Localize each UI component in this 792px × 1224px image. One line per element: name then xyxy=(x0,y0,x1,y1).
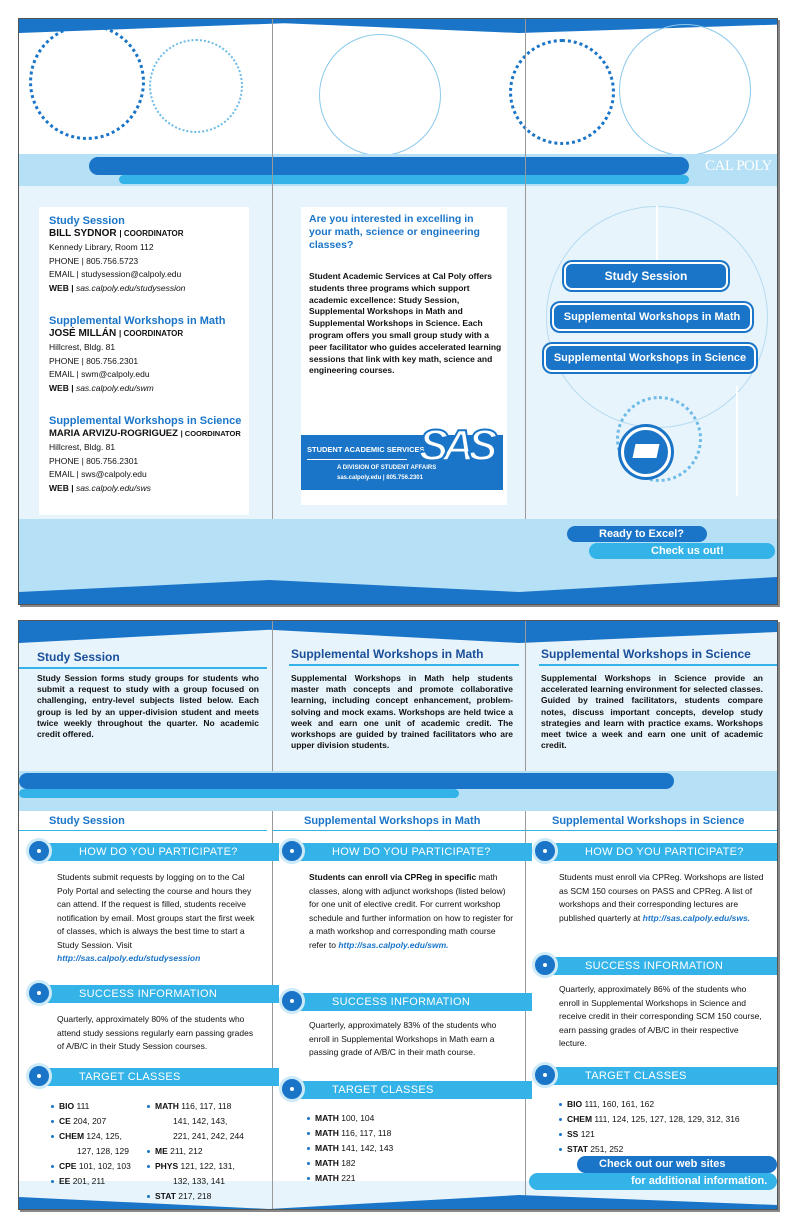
top-edge xyxy=(19,621,777,643)
coordinator-role: | COORDINATOR xyxy=(119,229,184,238)
brochure-outside xyxy=(18,18,778,605)
class-item xyxy=(51,1129,161,1144)
location: Kennedy Library, Room 112 xyxy=(49,242,154,252)
target-icon xyxy=(26,838,52,864)
overview-body: Supplemental Workshops in Science provide an accelerated learning environment for selected classes. Guided by trained facilitators, students compare notes, discuss important concepts, develop study strategies and learn with practice exams. Workshops meet twice a week and earn one unit of academic credit. xyxy=(541,673,763,751)
phone: PHONE | 805.756.2301 xyxy=(49,455,139,466)
web-label: WEB | xyxy=(49,282,74,293)
target-icon xyxy=(279,838,305,864)
participate-body: math classes, along with adjunct workshops (listed below) for one unit of elective credit. For current workshop schedule and further information on how to register for a math workshop and corresponding math course refer xyxy=(309,872,514,950)
class-code: CHEM xyxy=(567,1114,593,1124)
target-header: TARGET CLASSES xyxy=(41,1068,279,1086)
coordinator-name: MARIA ARVIZU-ROGRIGUEZ xyxy=(49,428,178,439)
top-decoration xyxy=(19,19,777,154)
science-workshop-button[interactable]: Supplemental Workshops in Science xyxy=(544,344,756,372)
title-rule xyxy=(273,830,525,831)
intro-card xyxy=(301,207,507,505)
book-icon xyxy=(621,427,671,477)
class-numbers: 217, 218 xyxy=(175,1191,212,1201)
class-item xyxy=(51,1114,161,1129)
class-code: BIO xyxy=(567,1099,583,1109)
contact-study-session xyxy=(49,215,244,295)
column-title: Supplemental Workshops in Math xyxy=(304,815,481,827)
success-text: Quarterly, approximately 86% of the students who enroll in Supplemental Workshops in Science and receive credit in their corresponding SCM 150 course, earn passing grades of A/B/C in their respective lecture. xyxy=(559,984,762,1048)
connector-line xyxy=(736,386,738,496)
class-numbers: 204, 207 xyxy=(70,1116,107,1126)
target-icon xyxy=(279,1076,305,1102)
contact-program: Study Session xyxy=(49,215,125,227)
target-class-list xyxy=(147,1099,267,1204)
class-code: CE xyxy=(59,1116,71,1126)
sas-logo-mark: SAS xyxy=(419,421,492,470)
title-rule xyxy=(539,664,777,666)
target-icon xyxy=(532,1062,558,1088)
class-numbers: 211, 212 xyxy=(167,1146,203,1156)
web-link[interactable]: sas.calpoly.edu/studysession xyxy=(75,282,186,293)
footer-text-a: Check out our web sites xyxy=(599,1158,726,1170)
class-code: STAT xyxy=(155,1191,176,1201)
science-link[interactable]: http://sas.calpoly.edu/sws. xyxy=(642,912,751,923)
class-code: MATH xyxy=(155,1101,179,1111)
title-rule xyxy=(19,830,267,831)
class-item xyxy=(51,1159,161,1174)
contact-math xyxy=(49,315,244,395)
class-numbers: 141, 142, 143, xyxy=(173,1116,228,1126)
gear-ring xyxy=(149,39,243,133)
class-numbers: 121, 122, 131, xyxy=(178,1161,235,1171)
math-workshop-button[interactable]: Supplemental Workshops in Math xyxy=(552,303,752,331)
class-code: EE xyxy=(59,1176,71,1186)
class-numbers: 201, 211 xyxy=(70,1176,106,1186)
target-class-list xyxy=(51,1099,161,1189)
class-item xyxy=(147,1129,267,1144)
class-item xyxy=(307,1141,487,1156)
target-class-list xyxy=(559,1097,774,1157)
success-header: SUCCESS INFORMATION xyxy=(547,957,778,975)
web-label: WEB | xyxy=(49,482,74,493)
class-numbers: 111 xyxy=(74,1101,90,1111)
overview-body: Supplemental Workshops in Math help students master math concepts and promote collaborative learning, including concept enhancement, problem-solving and mock exams. Workshops are held twice a week and earn one unit of academic credit. The workshops are guided by trained facilitators who are upper division students. xyxy=(291,673,513,751)
book-icon-shape xyxy=(633,444,660,458)
class-numbers: 251, 252 xyxy=(587,1144,624,1154)
web-link[interactable]: sas.calpoly.edu/swm xyxy=(75,382,154,393)
class-numbers: 221, 241, 242, 244 xyxy=(173,1131,244,1141)
participate-text xyxy=(559,871,767,925)
class-item xyxy=(147,1144,267,1159)
participate-body: Students must enroll via CPReg. Workshops are listed as SCM 150 courses on PASS and CPReg. A list of workshops and their corresponding lectures are published quarterly at xyxy=(559,872,764,923)
overview-title: Study Session xyxy=(37,650,120,664)
brochure-inside xyxy=(18,620,778,1210)
class-numbers: 100, 104 xyxy=(338,1113,375,1123)
class-item xyxy=(147,1114,267,1129)
class-code: CHEM xyxy=(59,1131,85,1141)
class-code: ME xyxy=(155,1146,168,1156)
intro-question: Are you interested in excelling in your math, science or engineering classes? xyxy=(309,213,480,251)
fold-line xyxy=(272,19,273,604)
contact-program: Supplemental Workshops in Science xyxy=(49,415,242,427)
ready-label: Ready to Excel? xyxy=(599,528,684,540)
coordinator-role: | COORDINATOR xyxy=(119,329,184,338)
title-rule xyxy=(19,667,267,669)
class-code: MATH xyxy=(315,1173,339,1183)
footer-text-b[interactable]: for additional information. xyxy=(631,1175,768,1187)
class-numbers: 124, 125, xyxy=(84,1131,122,1141)
class-code: PHYS xyxy=(155,1161,179,1171)
class-item xyxy=(559,1142,774,1157)
intro-body: Student Academic Services at Cal Poly offers students three programs which support academic excellence: Study Session, Supplemental Workshops in Math and Supplemental Workshops in Science. Each program offers you small group study with a peer facilitator who guides accelerated learning sessions that link with key math, science and engineering courses. xyxy=(309,271,502,376)
location: Hillcrest, Bldg. 81 xyxy=(49,342,116,352)
class-item xyxy=(307,1111,487,1126)
class-item xyxy=(51,1144,161,1159)
class-numbers: 182 xyxy=(338,1158,356,1168)
coordinator-name: BILL SYDNOR xyxy=(49,228,117,239)
phone: PHONE | 805.756.2301 xyxy=(49,355,139,366)
column-title: Supplemental Workshops in Science xyxy=(552,815,745,827)
class-item xyxy=(559,1097,774,1112)
visit-label: Visit xyxy=(116,939,132,950)
class-code: MATH xyxy=(315,1128,339,1138)
participate-header: HOW DO YOU PARTICIPATE? xyxy=(41,843,279,861)
class-numbers: 221 xyxy=(338,1173,356,1183)
title-rule xyxy=(526,830,777,831)
column-title: Study Session xyxy=(49,815,125,827)
connector-line xyxy=(656,206,658,266)
class-code: STAT xyxy=(567,1144,588,1154)
class-numbers: 132, 133, 141 xyxy=(173,1176,225,1186)
class-item xyxy=(147,1159,267,1174)
class-code: BIO xyxy=(59,1101,75,1111)
web-link[interactable]: sas.calpoly.edu/sws xyxy=(75,482,151,493)
sas-contact: sas.calpoly.edu | 805.756.2301 xyxy=(337,475,423,481)
success-header: SUCCESS INFORMATION xyxy=(294,993,532,1011)
participate-header: HOW DO YOU PARTICIPATE? xyxy=(547,843,778,861)
contact-program: Supplemental Workshops in Math xyxy=(49,315,226,327)
class-numbers: 141, 142, 143 xyxy=(338,1143,394,1153)
class-item xyxy=(559,1112,774,1127)
web-label: WEB | xyxy=(49,382,74,393)
to-label: to xyxy=(328,939,336,950)
bottom-edge xyxy=(19,1189,777,1209)
target-icon xyxy=(279,988,305,1014)
class-item xyxy=(51,1099,161,1114)
overview-title: Supplemental Workshops in Science xyxy=(541,647,751,661)
class-code: SS xyxy=(567,1129,579,1139)
participate-body: Students submit requests by logging on to the Cal Poly Portal and selecting the course and hours they can attend. If the request is filled, students receive notification by email. Most groups start the first week of classes, which is always the best time to start a Study Session. xyxy=(57,872,255,950)
target-header: TARGET CLASSES xyxy=(547,1067,778,1085)
class-code: MATH xyxy=(315,1158,339,1168)
class-numbers: 127, 128, 129 xyxy=(77,1146,129,1156)
target-class-list xyxy=(307,1111,487,1186)
class-item xyxy=(559,1127,774,1142)
gear-ring xyxy=(29,24,145,140)
class-numbers: 101, 102, 103 xyxy=(76,1161,131,1171)
class-item xyxy=(307,1156,487,1171)
overview-body: Study Session forms study groups for students who submit a request to study with a group focused on challenging, entry-level subjects listed below. Each group is led by an upper-division student and meets twice weekly throughout the quarter. No academic credit offered. xyxy=(37,673,259,740)
target-icon xyxy=(532,952,558,978)
gear-ring xyxy=(619,24,751,156)
class-numbers: 111, 124, 125, 127, 128, 129, 312, 316 xyxy=(592,1114,740,1124)
email-link[interactable]: EMAIL | sws@calpoly.edu xyxy=(49,469,147,479)
class-code: MATH xyxy=(315,1113,339,1123)
math-link[interactable]: http://sas.calpoly.edu/swm. xyxy=(338,939,449,950)
class-numbers: 121 xyxy=(578,1129,595,1139)
mid-bar xyxy=(19,773,674,789)
class-numbers: 111, 160, 161, 162 xyxy=(582,1099,655,1109)
title-rule xyxy=(289,664,519,666)
cal-poly-logo: CAL POLY xyxy=(705,158,772,174)
gear-ring xyxy=(319,34,441,156)
success-header: SUCCESS INFORMATION xyxy=(41,985,279,1003)
overview-title: Supplemental Workshops in Math xyxy=(291,647,484,661)
check-label[interactable]: Check us out! xyxy=(651,545,724,557)
sas-division: A DIVISION OF STUDENT AFFAIRS xyxy=(337,465,437,471)
class-item xyxy=(147,1174,267,1189)
header-bar-sub xyxy=(119,175,689,184)
class-numbers: 116, 117, 118 xyxy=(178,1101,232,1111)
participate-text xyxy=(57,871,262,966)
sas-logo xyxy=(301,421,503,490)
success-text: Quarterly, approximately 83% of the students who enroll in Supplemental Workshops in Math earn a passing grade of A/B/C in their math course. xyxy=(309,1020,497,1057)
location: Hillcrest, Bldg. 81 xyxy=(49,442,116,452)
class-item xyxy=(51,1174,161,1189)
target-header: TARGET CLASSES xyxy=(294,1081,532,1099)
target-icon xyxy=(532,838,558,864)
sas-logo-title: STUDENT ACADEMIC SERVICES xyxy=(307,445,425,454)
class-item xyxy=(307,1171,487,1186)
coordinator-role: | COORDINATOR xyxy=(180,429,241,438)
contacts-card xyxy=(39,207,249,515)
class-numbers: 116, 117, 118 xyxy=(338,1128,392,1138)
header-bar xyxy=(89,157,689,175)
coordinator-name: JOSÉ MILLÁN xyxy=(49,328,117,339)
contact-science xyxy=(49,415,247,495)
class-item xyxy=(147,1099,267,1114)
study-session-link[interactable]: http://sas.calpoly.edu/studysession xyxy=(57,953,201,963)
class-item xyxy=(307,1126,487,1141)
mid-bar-sub xyxy=(19,789,459,798)
target-icon xyxy=(26,1063,52,1089)
class-item xyxy=(147,1189,267,1204)
class-code: MATH xyxy=(315,1143,339,1153)
target-icon xyxy=(26,980,52,1006)
success-text: Quarterly, approximately 80% of the students who attend study sessions regularly earn passing grades of A/B/C in their Study Session courses. xyxy=(57,1014,254,1051)
class-code: CPE xyxy=(59,1161,77,1171)
participate-lead: Students can enroll via CPReg in specific xyxy=(309,872,477,882)
phone: PHONE | 805.756.5723 xyxy=(49,255,139,266)
participate-header: HOW DO YOU PARTICIPATE? xyxy=(294,843,532,861)
email-link[interactable]: EMAIL | studysession@calpoly.edu xyxy=(49,269,182,279)
participate-text xyxy=(309,871,515,952)
email-link[interactable]: EMAIL | swm@calpoly.edu xyxy=(49,369,150,379)
logo-divider xyxy=(307,459,407,460)
study-session-button[interactable]: Study Session xyxy=(564,262,728,290)
